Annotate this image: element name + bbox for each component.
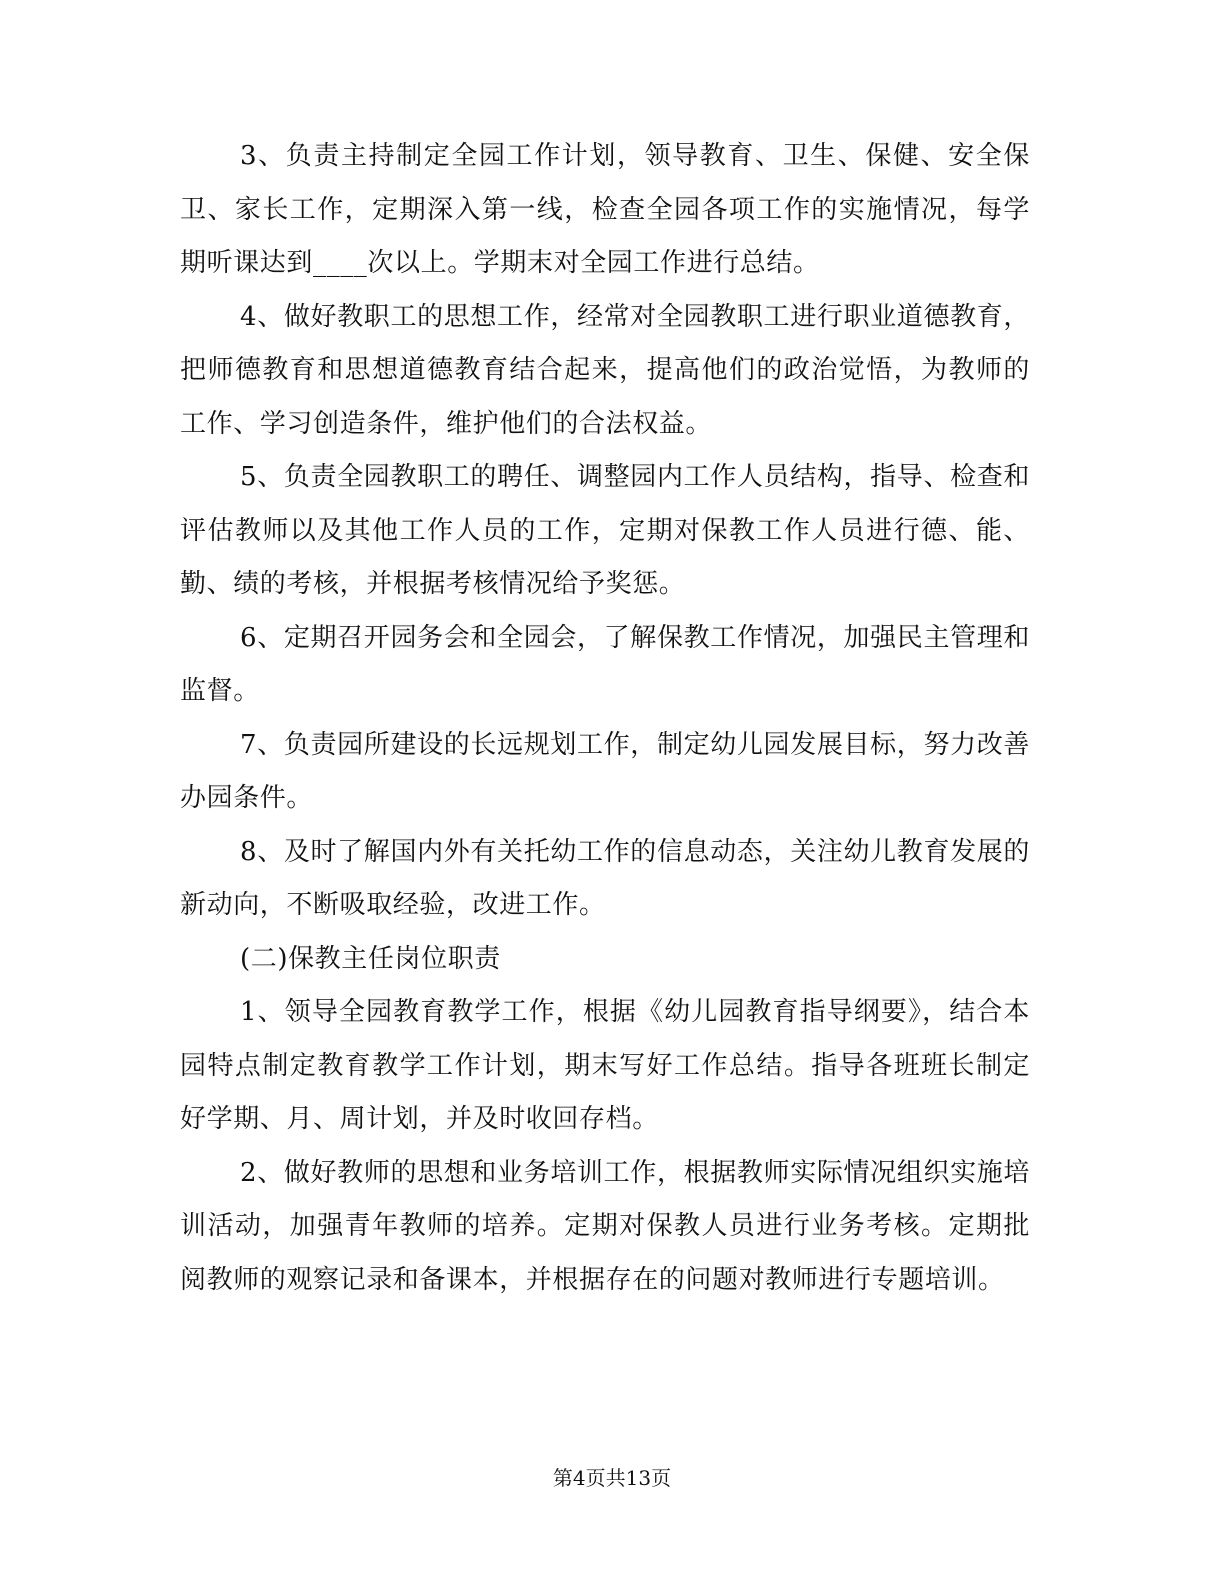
page-number-footer: 第4页共13页 (552, 1466, 672, 1490)
paragraph-item-1: 1、领导全园教育教学工作，根据《幼儿园教育指导纲要》，结合本园特点制定教育教学工作计划，期末写好工作总结。指导各班班长制定好学期、月、周计划，并及时收回存档。 (180, 997, 1030, 1134)
paragraph-item-3: 3、负责主持制定全园工作计划，领导教育、卫生、保健、安全保卫、家长工作，定期深入第一线，检查全园各项工作的实施情况，每学期听课达到____次以上。学期末对全园工作进行总结。 (180, 141, 1030, 278)
document-body (180, 130, 1030, 1307)
section-heading: (二)保教主任岗位职责 (240, 943, 501, 974)
paragraph-item-5: 5、负责全园教职工的聘任、调整园内工作人员结构，指导、检查和评估教师以及其他工作人员的工作，定期对保教工作人员进行德、能、勤、绩的考核，并根据考核情况给予奖惩。 (180, 462, 1030, 599)
paragraph-item-8: 8、及时了解国内外有关托幼工作的信息动态，关注幼儿教育发展的新动向，不断吸取经验，改进工作。 (180, 836, 1030, 920)
paragraph-item-7: 7、负责园所建设的长远规划工作，制定幼儿园发展目标，努力改善办园条件。 (180, 729, 1030, 813)
paragraph-item-2: 2、做好教师的思想和业务培训工作，根据教师实际情况组织实施培训活动，加强青年教师的培养。定期对保教人员进行业务考核。定期批阅教师的观察记录和备课本，并根据存在的问题对教师进行专题培训。 (180, 1157, 1030, 1295)
paragraph-item-4: 4、做好教职工的思想工作，经常对全园教职工进行职业道德教育，把师德教育和思想道德教育结合起来，提高他们的政治觉悟，为教师的工作、学习创造条件，维护他们的合法权益。 (180, 301, 1030, 439)
paragraph-item-6: 6、定期召开园务会和全园会，了解保教工作情况，加强民主管理和监督。 (180, 622, 1030, 706)
